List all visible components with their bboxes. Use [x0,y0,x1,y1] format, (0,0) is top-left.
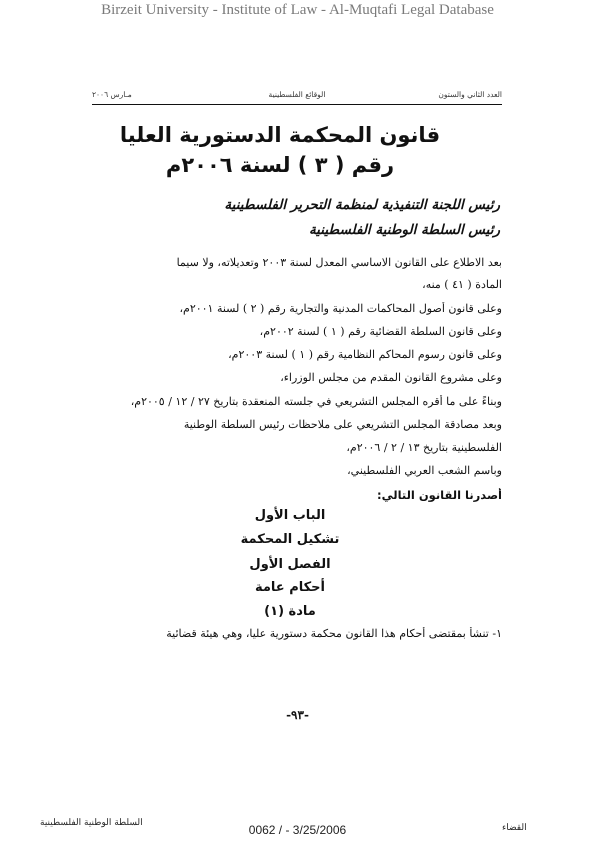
preamble-line: وبعد مصادقة المجلس التشريعي على ملاحظات رئيس السلطة الوطنية [183,418,502,431]
article-heading: مادة (١) [264,604,316,619]
footer-authority: السلطة الوطنية الفلسطينية [40,818,143,828]
part-title: تشكيل المحكمة [240,532,340,547]
preamble-line: الفلسطينية بتاريخ ١٣ / ٢ / ٢٠٠٦م، [346,441,502,454]
preamble-line: وباسم الشعب العربي الفلسطيني، [347,464,502,477]
plo-chairman-heading: رئيس اللجنة التنفيذية لمنظمة التحرير الفلسطينية [224,197,500,213]
footer-reference: 0062 / - 3/25/2006 [248,823,347,837]
article-text: ١- تنشأ بمقتضى أحكام هذا القانون محكمة دستورية عليا، وهي هيئة قضائية [166,627,502,640]
page-number: -٩٣- [286,708,309,722]
footer-category: القضاء [502,823,527,833]
watermark-banner: Birzeit University - Institute of Law - Al-Muqtafi Legal Database [101,2,494,18]
chapter-heading: الفصل الأول [249,557,331,572]
gazette-name: الوقائع الفلسطينية [268,90,326,99]
preamble-line: المادة ( ٤١ ) منه، [422,278,502,291]
chapter-title: أحكام عامة [254,580,325,595]
header-rule [92,104,502,105]
issuance-statement: أصدرنا القانون التالي: [377,488,502,502]
issue-number: العدد الثاني والستون [438,90,502,99]
law-number: رقم ( ٣ ) لسنة ٢٠٠٦م [165,153,395,177]
law-title: قانون المحكمة الدستورية العليا [119,123,441,147]
preamble-line: وبناءً على ما أقره المجلس التشريعي في جلسته المنعقدة بتاريخ ٢٧ / ١٢ / ٢٠٠٥م، [130,395,502,408]
issue-date: مـارس ٢٠٠٦ [92,90,132,99]
part-heading: الباب الأول [254,508,326,523]
running-header [92,90,502,104]
preamble-line: وعلى قانون أصول المحاكمات المدنية والتجارية رقم ( ٢ ) لسنة ٢٠٠١م، [179,302,502,315]
preamble-line: وعلى قانون رسوم المحاكم النظامية رقم ( ١ ) لسنة ٢٠٠٣م، [228,348,502,361]
preamble-line: وعلى مشروع القانون المقدم من مجلس الوزراء، [280,371,502,384]
preamble-line: وعلى قانون السلطة القضائية رقم ( ١ ) لسنة ٢٠٠٢م، [259,325,502,338]
pna-president-heading: رئيس السلطة الوطنية الفلسطينية [308,222,500,238]
preamble-line: بعد الاطلاع على القانون الاساسي المعدل لسنة ٢٠٠٣ وتعديلاته، ولا سيما [176,256,502,269]
